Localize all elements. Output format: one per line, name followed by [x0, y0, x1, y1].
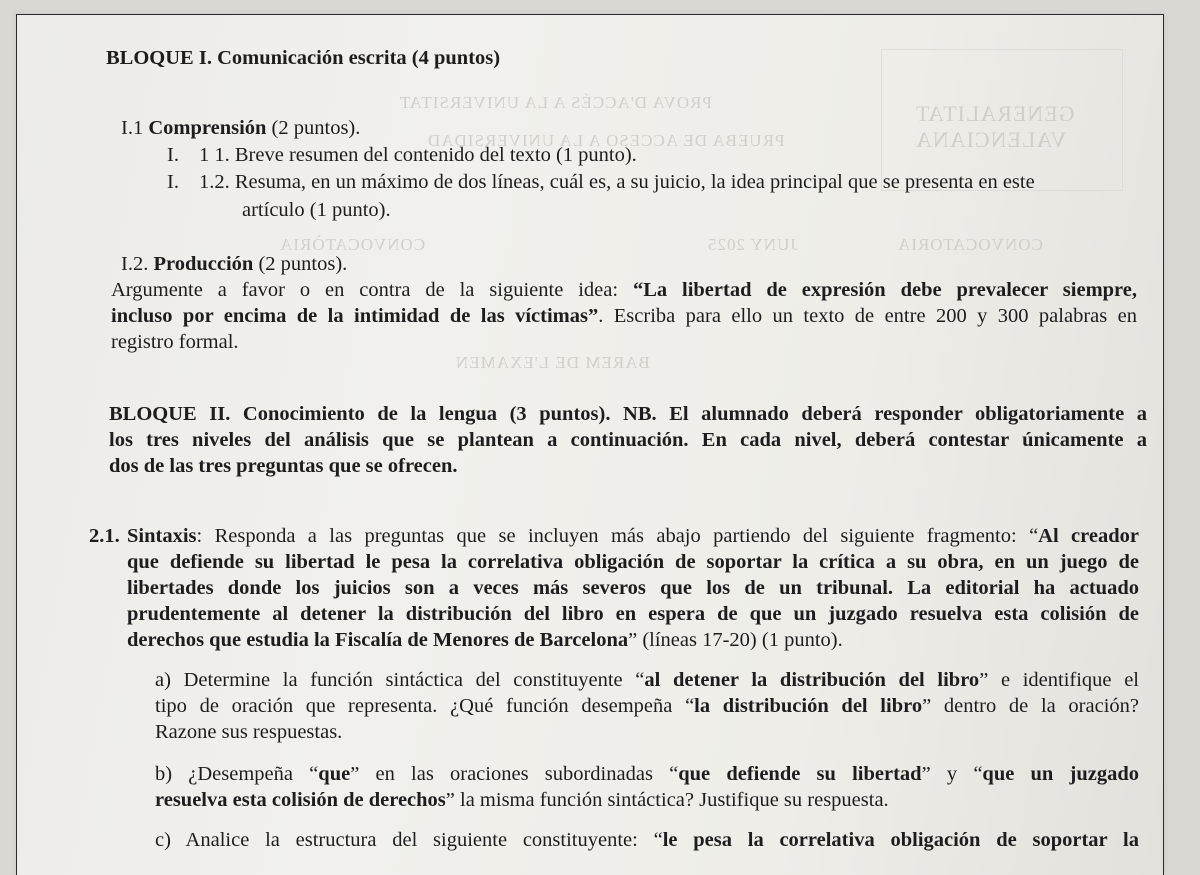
sintaxis-line: que defiende su libertad le pesa la correlativa obligación de soportar la crítica a su obra, en un juego de: [127, 551, 1139, 573]
exam-page: [16, 14, 1164, 875]
text-run: : Responda a las preguntas que se incluyen más abajo partiendo del siguiente fragmento: “: [196, 525, 1039, 547]
quote-text: Al creador: [1038, 525, 1139, 547]
quote-text: “La libertad de expresión debe prevalecer siempre,: [632, 279, 1138, 301]
bleed-through-text: PROVA D'ACCÉS A LA UNIVERSITAT: [399, 93, 712, 112]
list-item-text: 1 1. Breve resumen del contenido del texto (1 punto).: [199, 144, 637, 166]
text-run: ” e identifique el: [979, 669, 1139, 691]
section-label: Producción: [153, 253, 254, 275]
bleed-through-text: BAREM DE L'EXAMEN: [455, 353, 650, 372]
section-label: Sintaxis: [127, 525, 197, 547]
subquestion-b: [155, 787, 889, 813]
produccion-line: registro formal.: [111, 331, 239, 353]
text-run: a) Determine la función sintáctica del constituyente “: [155, 669, 645, 691]
bleed-through-text: CONVOCATÒRIA: [279, 235, 426, 254]
list-item-number: I.: [167, 144, 179, 166]
section-points: (2 puntos).: [253, 253, 348, 275]
quote-text: que: [318, 763, 351, 785]
text-run: c) Analice la estructura del siguiente constituyente: “: [155, 829, 663, 851]
list-item-number: I.: [167, 171, 179, 193]
quote-text: resuelva esta colisión de derechos: [155, 789, 446, 811]
subquestion-b: [155, 761, 1139, 787]
block-1-title: BLOQUE I. Comunicación escrita (4 puntos): [106, 47, 501, 69]
bleed-through-text: JUNY 2025: [707, 235, 798, 254]
bleed-through-text: CONVOCATORIA: [897, 235, 1043, 254]
text-run: ” (líneas 17-20) (1 punto).: [628, 629, 843, 651]
section-number: I.1: [121, 117, 149, 139]
produccion-heading: [121, 251, 347, 277]
question-number: 2.1.: [89, 525, 120, 547]
bleed-through-text: PRUEBA DE ACCESO A LA UNIVERSIDAD: [427, 131, 785, 150]
produccion-line: [111, 277, 1137, 303]
bleed-through-text: VALENCIANA: [915, 127, 1067, 152]
section-number: I.2.: [121, 253, 154, 275]
comprension-heading: [121, 115, 360, 141]
text-run: tipo de oración que representa. ¿Qué función desempeña “: [155, 695, 695, 717]
quote-text: al detener la distribución del libro: [644, 669, 980, 691]
text-run: ” y “: [921, 763, 983, 785]
bleed-through-text: GENERALITAT: [915, 101, 1075, 126]
sintaxis-line: libertades donde los juicios son a veces más severos que los de un tribunal. La editorial ha actuado: [127, 577, 1139, 599]
section-points: (2 puntos).: [266, 117, 361, 139]
quote-text: derechos que estudia la Fiscalía de Menores de Barcelona: [127, 629, 629, 651]
sintaxis-line: [127, 627, 843, 653]
section-label: Comprensión: [148, 117, 267, 139]
quote-text: la distribución del libro: [694, 695, 923, 717]
subquestion-a: [155, 667, 1139, 693]
produccion-line: [111, 303, 1137, 329]
block-2-text: los tres niveles del análisis que se plantean a continuación. En cada nivel, deberá contestar únicamente a: [109, 429, 1147, 451]
subquestion-c: [155, 827, 1139, 853]
text-run: ” dentro de la oración?: [922, 695, 1139, 717]
block-2-title: BLOQUE II. Conocimiento de la lengua (3 puntos). NB. El alumnado deberá responder obligatoriamente a: [109, 403, 1147, 425]
quote-text: le pesa la correlativa obligación de soportar la: [662, 829, 1139, 851]
text-run: ” la misma función sintáctica? Justifique su respuesta.: [445, 789, 889, 811]
quote-text: que defiende su libertad: [678, 763, 922, 785]
text-run: Argumente a favor o en contra de la siguiente idea:: [111, 279, 633, 301]
text-run: b) ¿Desempeña “: [155, 763, 319, 785]
sintaxis-line: prudentemente al detener la distribución del libro en espera de que un juzgado resuelva esta colisión de: [127, 603, 1139, 625]
block-2-text: dos de las tres preguntas que se ofrecen.: [109, 455, 458, 477]
quote-text: incluso por encima de la intimidad de las víctimas”: [111, 305, 599, 327]
subquestion-a: Razone sus respuestas.: [155, 721, 343, 743]
sintaxis-line: [127, 523, 1139, 549]
subquestion-a: [155, 693, 1139, 719]
list-item-text: artículo (1 punto).: [242, 199, 391, 221]
list-item-text: 1.2. Resuma, en un máximo de dos líneas, cuál es, a su juicio, la idea principal que se presenta en este: [199, 171, 1035, 193]
text-run: . Escriba para ello un texto de entre 200 y 300 palabras en: [598, 305, 1137, 327]
text-run: ” en las oraciones subordinadas “: [350, 763, 679, 785]
quote-text: que un juzgado: [982, 763, 1139, 785]
